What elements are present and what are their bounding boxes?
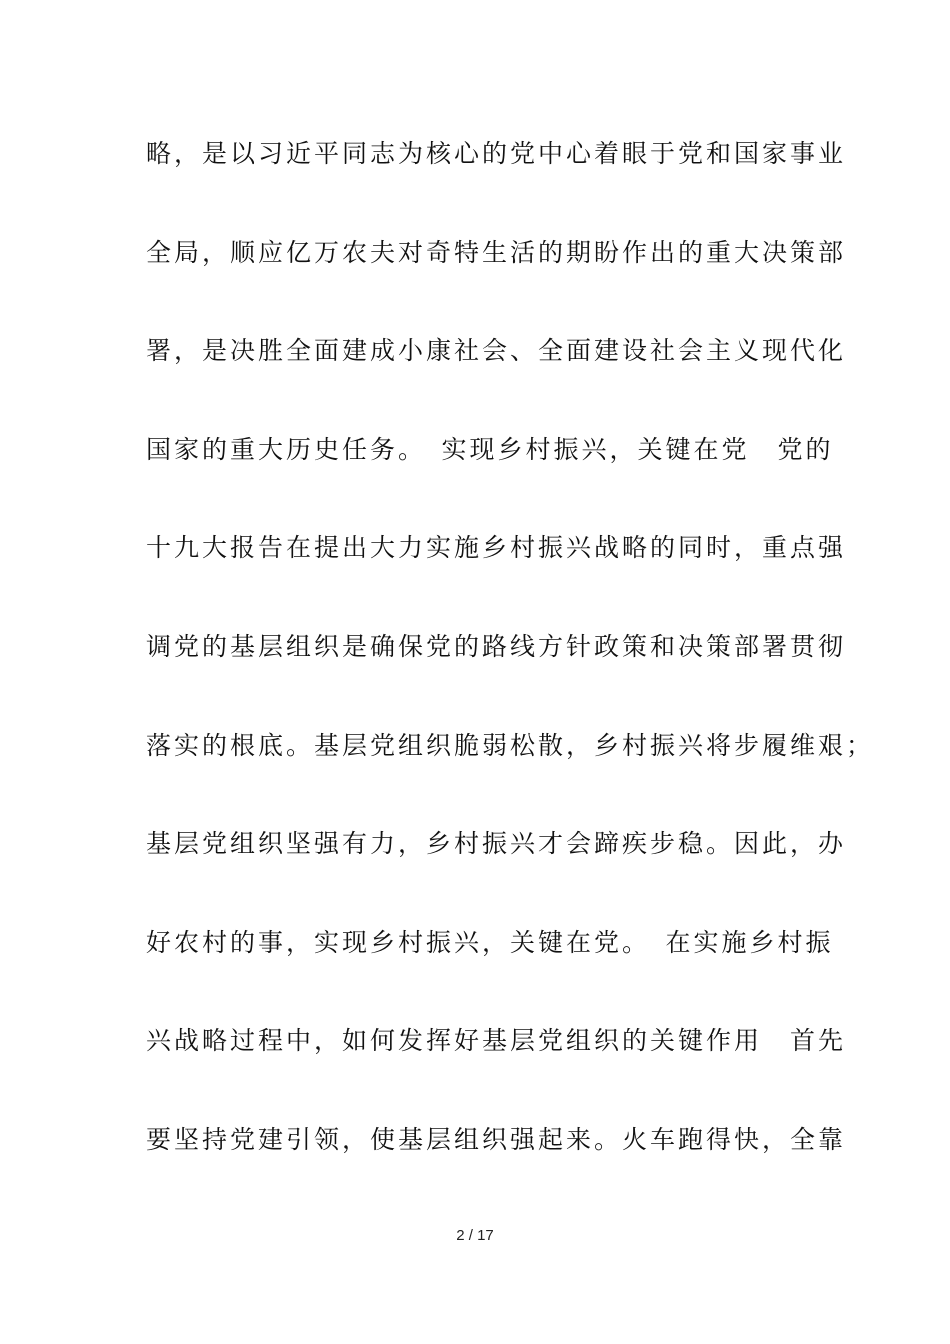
text-line: 略，是以习近平同志为核心的党中心着眼于党和国家事业 [146,139,847,168]
text-line: 调党的基层组织是确保党的路线方针政策和决策部署贯彻 [146,631,847,661]
text-line: 全局，顺应亿万农夫对奇特生活的期盼作出的重大决策部 [146,237,847,267]
text-line: 落实的根底。基层党组织脆弱松散，乡村振兴将步履维艰； [146,730,875,760]
text-line: 好农村的事，实现乡村振兴，关键在党。 在实施乡村振 [146,927,834,957]
text-line: 十九大报告在提出大力实施乡村振兴战略的同时，重点强 [146,533,847,563]
body-text [146,130,875,1215]
text-line: 基层党组织坚强有力，乡村振兴才会蹄疾步稳。因此，办 [146,829,847,859]
text-line: 要坚持党建引领，使基层组织强起来。火车跑得快，全靠 [146,1124,847,1154]
text-line: 国家的重大历史任务。 实现乡村振兴，关键在党 党的 [146,434,834,464]
text-line: 兴战略过程中，如何发挥好基层党组织的关键作用 首先 [146,1026,847,1056]
page-number: 2 / 17 [456,1227,494,1244]
text-line: 署，是决胜全面建成小康社会、全面建设社会主义现代化 [146,336,847,366]
